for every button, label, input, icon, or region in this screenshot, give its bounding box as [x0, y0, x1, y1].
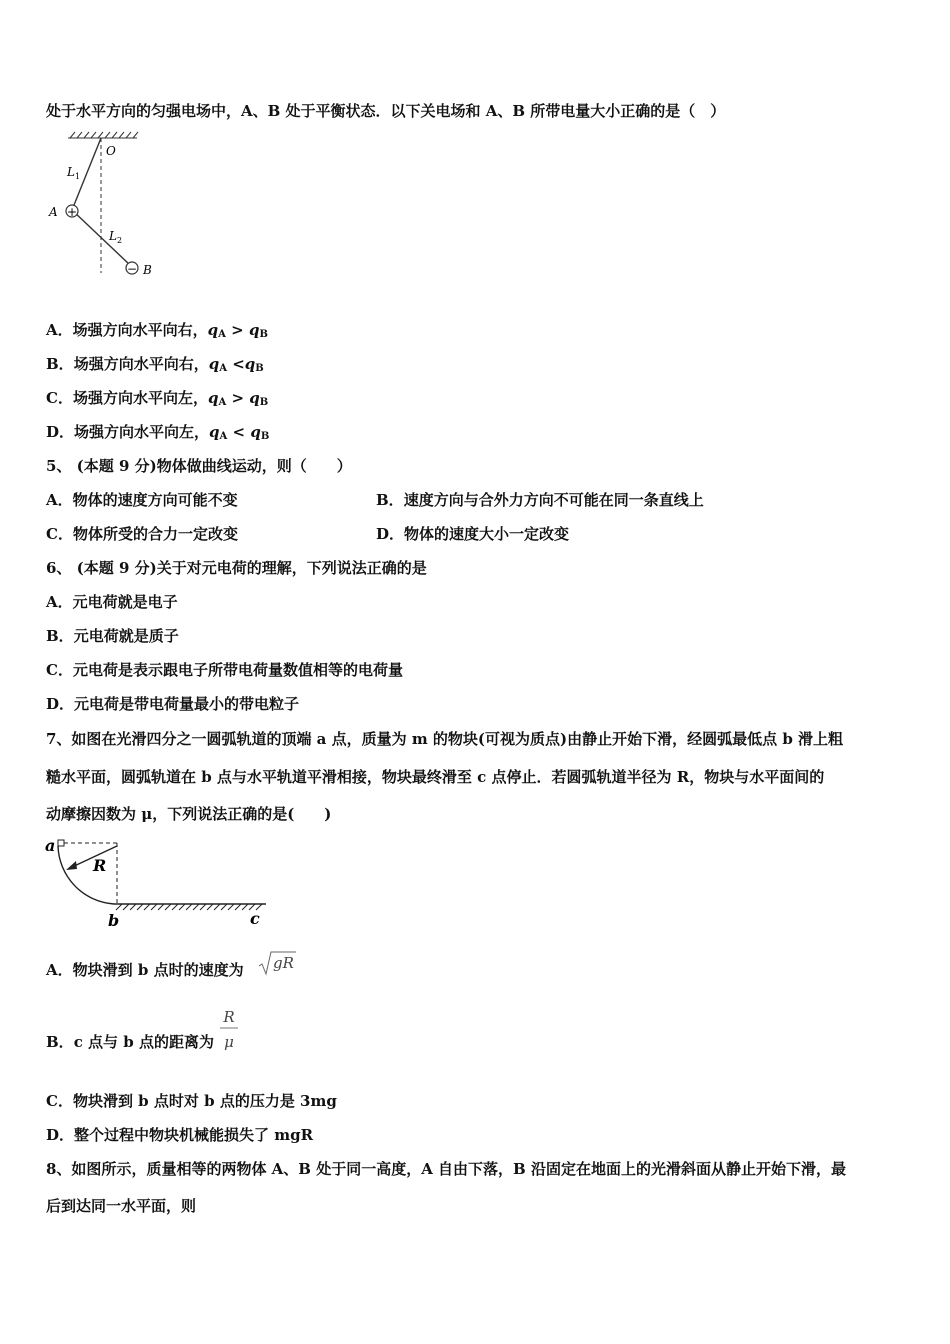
charge-b-sign: −: [126, 262, 138, 276]
q7-stem-line1: 7、如图在光滑四分之一圆弧轨道的顶端 a 点，质量为 m 的物块(可视为质点)由静止开始下滑，经圆弧最低点 b 滑上粗: [46, 730, 844, 748]
q-b-sub: B: [259, 397, 269, 408]
fraction-numerator: R: [223, 1008, 235, 1026]
option-letter: D．: [46, 695, 75, 713]
option-text: 物体的速度方向可能不变: [72, 491, 238, 509]
q6-option-a: [46, 592, 178, 612]
comparison: <: [226, 355, 245, 373]
q-a: q: [209, 423, 220, 441]
option-text: 元电荷就是质子: [73, 627, 179, 645]
ceiling-hatch: [68, 132, 138, 138]
q-b: q: [248, 321, 260, 339]
option-text: 场强方向水平向左，: [74, 423, 210, 441]
option-text: 物块滑到 b 点时对 b 点的压力是 3mg: [72, 1092, 337, 1110]
option-letter: B．: [376, 491, 404, 509]
option-letter: C．: [46, 1092, 73, 1110]
q5-option-c: [46, 524, 238, 544]
q5-option-b: [376, 490, 704, 510]
q6-stem: 6、 (本题 9 分)关于对元电荷的理解，下列说法正确的是: [46, 559, 427, 577]
q-b: q: [250, 423, 261, 441]
q4-option-a: [46, 320, 268, 345]
q8-stem-line1: 8、如图所示，质量相等的两物体 A、B 处于同一高度，A 自由下落，B 沿固定在地面上的光滑斜面从静止开始下滑，最: [46, 1160, 846, 1178]
q-b-sub: B: [259, 329, 268, 340]
option-letter: A．: [46, 321, 73, 339]
option-text: 元电荷是带电荷量最小的带电粒子: [74, 695, 300, 713]
q7-option-d: [46, 1125, 313, 1145]
q4-option-c: [46, 388, 268, 413]
option-text: 元电荷就是电子: [72, 593, 178, 611]
q5-option-a: [46, 490, 238, 510]
option-letter: B．: [46, 1033, 74, 1051]
comparison: <: [227, 423, 251, 441]
q5-stem: 5、 (本题 9 分)物体做曲线运动，则（ ）: [46, 457, 352, 475]
q7-option-b: [46, 1032, 214, 1052]
sqrt-gr: [258, 950, 298, 978]
comparison: >: [225, 321, 249, 339]
q4-figure: [40, 128, 170, 283]
option-letter: B．: [46, 355, 74, 373]
option-letter: D．: [46, 1126, 75, 1144]
label-l1: L: [67, 165, 75, 179]
q4-option-d: [46, 422, 269, 447]
option-letter: B．: [46, 627, 74, 645]
q-a-sub: A: [219, 431, 228, 442]
arc-track: [58, 846, 114, 904]
label-a: a: [45, 836, 56, 855]
option-text: 物体所受的合力一定改变: [72, 525, 238, 543]
q7-option-a: [46, 960, 244, 980]
option-text: 速度方向与合外力方向不可能在同一条直线上: [403, 491, 704, 509]
radius-arrowhead: [66, 861, 77, 870]
q6-option-b: [46, 626, 179, 646]
option-text: 整个过程中物块机械能损失了 mgR: [74, 1126, 314, 1144]
option-letter: C．: [46, 525, 73, 543]
option-letter: A．: [46, 961, 73, 979]
q5-option-d: [376, 524, 569, 544]
option-text: 场强方向水平向左，: [72, 389, 208, 407]
q4-option-b: [46, 354, 264, 379]
option-text: 物体的速度大小一定改变: [404, 525, 570, 543]
label-b: B: [143, 263, 152, 277]
q-b: q: [244, 355, 256, 373]
label-b: b: [108, 911, 120, 930]
option-letter: A．: [46, 593, 73, 611]
q7-option-c: [46, 1091, 337, 1111]
ground-hatch: [116, 904, 262, 910]
charge-a-sign: +: [66, 205, 78, 219]
label-o: O: [106, 144, 116, 158]
option-letter: C．: [46, 389, 73, 407]
label-r: R: [93, 856, 107, 875]
q-a-sub: A: [218, 397, 227, 408]
block-at-a: [58, 840, 64, 846]
option-letter: D．: [376, 525, 405, 543]
option-letter: A．: [46, 491, 73, 509]
option-text: 物块滑到 b 点时的速度为: [72, 961, 244, 979]
option-text: 场强方向水平向右，: [72, 321, 208, 339]
q-b-sub: B: [255, 363, 264, 374]
q-a-sub: A: [219, 363, 227, 374]
sqrt-content: gR: [273, 954, 294, 972]
option-text: c 点与 b 点的距离为: [73, 1033, 214, 1051]
label-l2: L: [109, 229, 117, 243]
q-a: q: [207, 321, 219, 339]
label-l1-sub: 1: [75, 172, 81, 181]
fraction-denominator: μ: [224, 1033, 234, 1051]
label-a: A: [49, 205, 58, 219]
q4-stem: 处于水平方向的匀强电场中，A、B 处于平衡状态．以下关电场和 A、B 所带电量大小正确的是（ ）: [46, 102, 726, 120]
option-text: 元电荷是表示跟电子所带电荷量数值相等的电荷量: [72, 661, 403, 679]
q-a: q: [207, 389, 219, 407]
q7-stem-line3: 动摩擦因数为 μ，下列说法正确的是( ): [46, 805, 332, 823]
q-a: q: [208, 355, 220, 373]
q6-option-c: [46, 660, 403, 680]
option-text: 场强方向水平向右，: [73, 355, 209, 373]
q7-stem-line2: 糙水平面，圆弧轨道在 b 点与水平轨道平滑相接，物块最终滑至 c 点停止．若圆弧轨道半径为 R，物块与水平面间的: [46, 768, 825, 786]
fraction-r-over-mu: [218, 1004, 240, 1054]
label-c: c: [250, 909, 260, 928]
q-b: q: [249, 389, 260, 407]
option-letter: D．: [46, 423, 75, 441]
option-letter: C．: [46, 661, 73, 679]
comparison: >: [226, 389, 250, 407]
q-a-sub: A: [218, 329, 226, 340]
q-b-sub: B: [260, 431, 270, 442]
q7-figure: [44, 836, 274, 931]
label-l2-sub: 2: [117, 236, 123, 245]
q8-stem-line2: 后到达同一水平面，则: [46, 1197, 197, 1215]
q6-option-d: [46, 694, 299, 714]
